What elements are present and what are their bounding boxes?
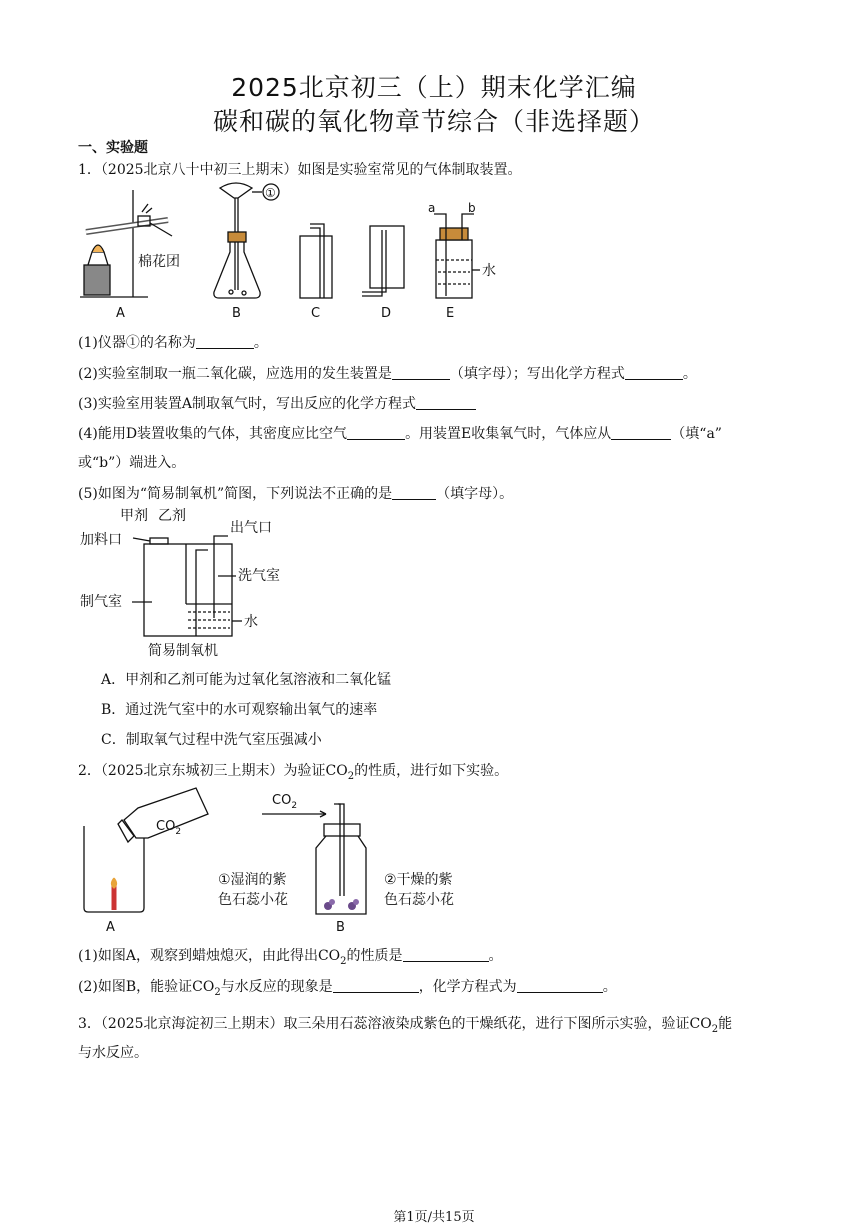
q1-sub2: (2)实验室制取一瓶二氧化碳，应选用的发生装置是 （填字母）；写出化学方程式 。 xyxy=(78,366,697,382)
label-inlet: 加料口 xyxy=(80,532,122,548)
q2-stem: 2．（2025北京东城初三上期末）为验证$CO_2$的性质，进行如下实验。 xyxy=(78,763,509,782)
q1-sub3: (3)实验室用装置A制取氧气时，写出反应的化学方程式 xyxy=(78,393,476,413)
right-flower-label-line2: 色石蕊小花 xyxy=(384,892,454,908)
q3-stem-line1: 3．（2025北京海淀初三上期末）取三朵用石蕊溶液染成紫色的干燥纸花，进行下图所示实验，验证$CO_2$能 xyxy=(78,1016,733,1035)
label-water: 水 xyxy=(244,614,258,630)
caption-b: B xyxy=(232,306,241,321)
label-wash: 洗气室 xyxy=(238,568,280,584)
q1-option-a: A．甲剂和乙剂可能为过氧化氢溶液和二氧化锰 xyxy=(101,672,392,688)
q1-option-b: B．通过洗气室中的水可观察输出氧气的速率 xyxy=(101,702,378,718)
q3-stem-line2: 与水反应。 xyxy=(78,1045,148,1061)
apparatus-d xyxy=(362,226,404,296)
q1-sub5: (5)如图为“简易制氧机”简图，下列说法不正确的是 （填字母）。 xyxy=(78,486,514,502)
section-heading: 一、实验题 xyxy=(78,140,148,156)
caption-e: E xyxy=(446,306,455,321)
label-jia: 甲剂 xyxy=(120,508,148,524)
bottle-co2-label: $CO_2$ xyxy=(156,819,182,837)
label-b: b xyxy=(468,201,476,215)
label-outlet: 出气口 xyxy=(230,520,272,536)
caption-c: C xyxy=(311,306,321,321)
beaker-a xyxy=(84,788,208,912)
circled-one-label: ① xyxy=(265,186,276,200)
apparatus-c xyxy=(300,224,332,298)
q2-sub2: (2)如图B，能验证$CO_2$与水反应的现象是 ，化学方程式为 。 xyxy=(78,979,617,998)
page-title: 2025北京初三（上）期末化学汇编 xyxy=(231,73,637,102)
water-label: 水 xyxy=(482,263,496,279)
caption-a: A xyxy=(116,306,125,321)
q2-sub1: (1)如图A，观察到蜡烛熄灭，由此得出$CO_2$的性质是 。 xyxy=(78,948,503,967)
oxygen-generator-figure xyxy=(78,506,318,660)
caption-b: B xyxy=(336,920,345,935)
label-a: a xyxy=(428,201,436,215)
left-flower-label-line1: ①湿润的紫 xyxy=(218,872,287,888)
caption-a: A xyxy=(106,920,115,935)
q1-option-c: C．制取氧气过程中洗气室压强减小 xyxy=(101,732,322,748)
q1-sub4-line2: 或“b”）端进入。 xyxy=(78,455,186,471)
label-make: 制气室 xyxy=(80,594,122,610)
litmus-flowers xyxy=(324,899,359,910)
q1-apparatus-figure xyxy=(76,180,516,320)
cotton-label: 棉花团 xyxy=(138,254,180,270)
apparatus-a xyxy=(80,190,172,297)
caption-d: D xyxy=(381,306,392,321)
apparatus-b xyxy=(214,183,279,298)
co2-experiment-figure xyxy=(76,786,476,936)
left-flower-label-line2: 色石蕊小花 xyxy=(218,892,288,908)
q1-sub4: (4)能用D装置收集的气体，其密度应比空气 。用装置E收集氧气时，气体应从 （填“a” xyxy=(78,426,722,442)
page-footer: 第1页/共15页 xyxy=(393,1210,475,1225)
apparatus-e xyxy=(434,214,480,298)
page-subtitle: 碳和碳的氧化物章节综合（非选择题） xyxy=(212,107,655,136)
q1-sub1: (1)仪器①的名称为 。 xyxy=(78,335,268,351)
figure2-caption: 简易制氧机 xyxy=(148,643,218,659)
q1-stem: 1．（2025北京八十中初三上期末）如图是实验室常见的气体制取装置。 xyxy=(78,162,522,178)
right-flower-label-line1: ②干燥的紫 xyxy=(384,872,453,888)
arrow-co2-label: $CO_2$ xyxy=(272,793,298,811)
label-yi: 乙剂 xyxy=(158,508,186,524)
